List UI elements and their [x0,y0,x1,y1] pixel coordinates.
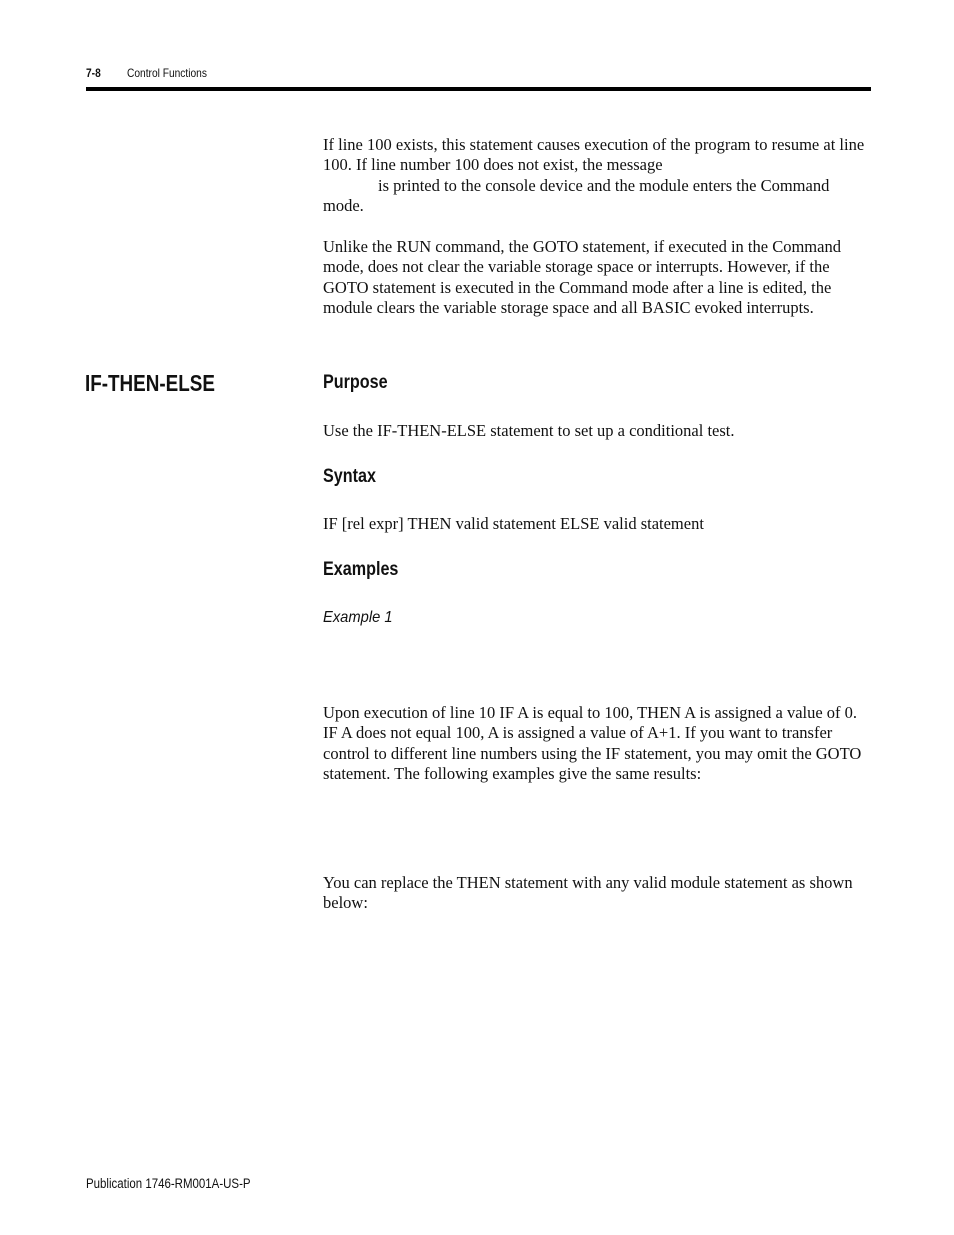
purpose-text: Use the IF-THEN-ELSE statement to set up a conditional test. [323,421,735,440]
text-line: is printed to the console device and the module enters the Command [378,175,830,195]
text-line: control to different line numbers using the IF statement, you may omit the GOTO [323,743,862,763]
page-number: 7-8 [86,66,101,80]
text-line: If line 100 exists, this statement causes execution of the program to resume at line [323,135,865,154]
examples-heading: Examples [323,559,399,580]
syntax-text: IF [rel expr] THEN valid statement ELSE valid statement [323,514,704,533]
goto-paragraph-1 [323,135,864,216]
purpose-heading: Purpose [323,372,388,393]
example-paragraph-2 [323,873,853,914]
text-line: 100. If line number 100 does not exist, the message [323,155,663,175]
text-line: Upon execution of line 10 IF A is equal to 100, THEN A is assigned a value of 0. [323,703,858,722]
text-line: mode, does not clear the variable storage space or interrupts. However, if the [323,257,830,277]
text-line: GOTO statement is executed in the Command mode after a line is edited, the [323,277,832,297]
syntax-heading: Syntax [323,466,376,487]
text-line: Unlike the RUN command, the GOTO statement, if executed in the Command [323,237,841,256]
text-line: IF A does not equal 100, A is assigned a value of A+1. If you want to transfer [323,723,833,743]
header-rule [86,87,871,91]
text-line: below: [323,893,368,913]
text-line: You can replace the THEN statement with any valid module statement as shown [323,873,853,892]
example-1-label: Example 1 [323,609,393,626]
section-title: IF-THEN-ELSE [85,370,215,396]
chapter-title: Control Functions [127,66,207,80]
publication-footer: Publication 1746-RM001A-US-P [86,1176,251,1191]
text-line: module clears the variable storage space and all BASIC evoked interrupts. [323,297,814,317]
text-line: mode. [323,195,364,215]
example-paragraph-1 [323,703,861,784]
goto-paragraph-2 [323,237,841,318]
text-line: statement. The following examples give the same results: [323,763,702,783]
